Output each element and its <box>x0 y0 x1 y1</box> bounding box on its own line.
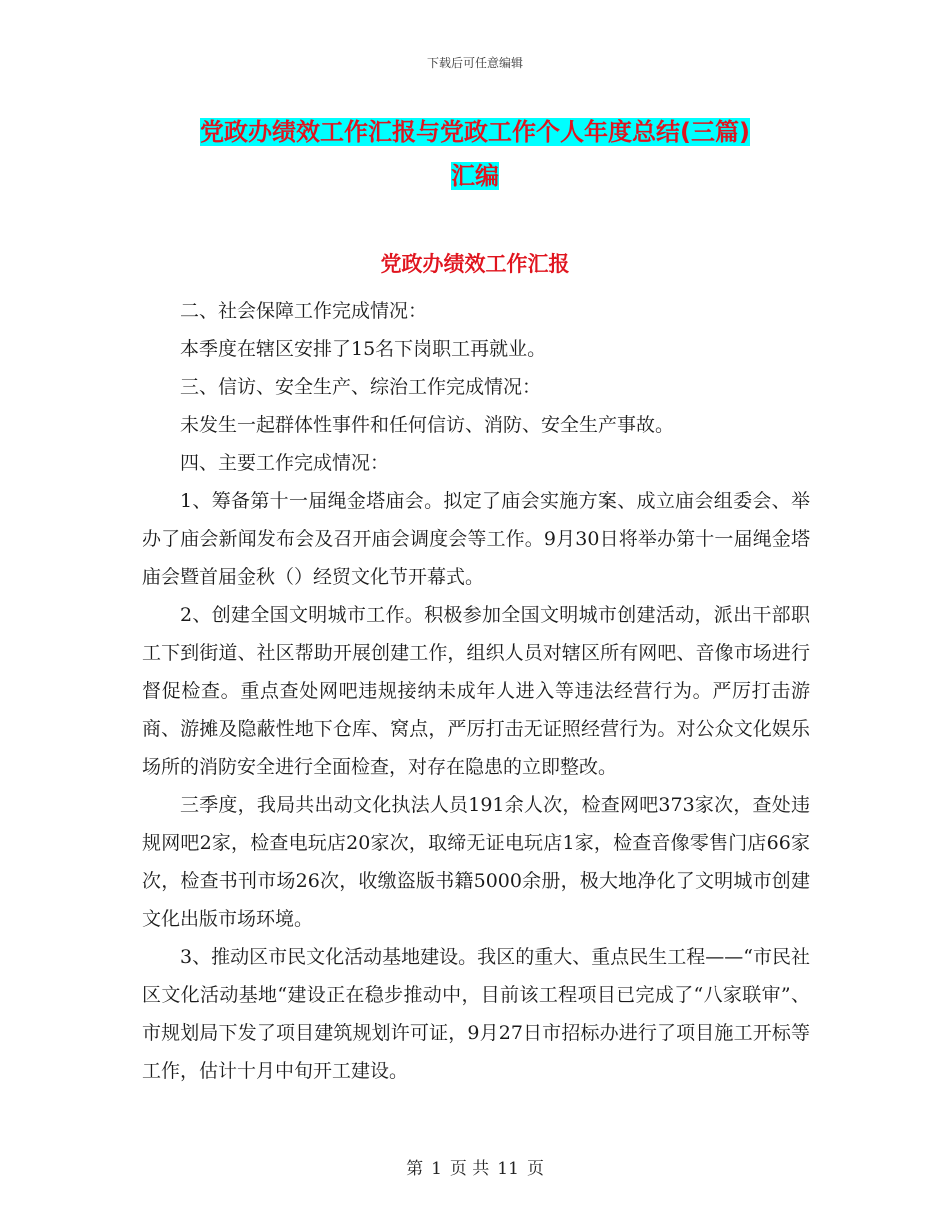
page-footer <box>0 1154 950 1179</box>
page-number: 1 <box>431 1159 442 1179</box>
footer-suffix: 页 <box>526 1159 544 1179</box>
paragraph: 三季度，我局共出动文化执法人员191余人次，检查网吧373家次，查处违规网吧2家，检查电玩店20家次，取缔无证电玩店1家，检查音像零售门店66家次，检查书刊市场26次，收缴盗版书籍5000余册，极大地净化了文明城市创建文化出版市场环境。 <box>142 794 810 930</box>
footer-mid: 页 共 <box>449 1159 490 1179</box>
document-title <box>120 110 830 198</box>
paragraph: 1、筹备第十一届绳金塔庙会。拟定了庙会实施方案、成立庙会组委会、举办了庙会新闻发布会及召开庙会调度会等工作。9月30日将举办第十一届绳金塔庙会暨首届金秋（）经贸文化节开幕式。 <box>142 490 810 588</box>
paragraph: 3、推动区市民文化活动基地建设。我区的重大、重点民生工程——“市民社区文化活动基地“建设正在稳步推动中，目前该工程项目已完成了“八家联审”、市规划局下发了项目建筑规划许可证，9月27日市招标办进行了项目施工开标等工作，估计十月中旬开工建设。 <box>142 946 810 1082</box>
document-title-line-1: 党政办绩效工作汇报与党政工作个人年度总结(三篇) <box>200 118 750 146</box>
paragraph: 2、创建全国文明城市工作。积极参加全国文明城市创建活动，派出干部职工下到街道、社区帮助开展创建工作，组织人员对辖区所有网吧、音像市场进行督促检查。重点查处网吧违规接纳未成年人进入等违法经营行为。严厉打击游商、游摊及隐蔽性地下仓库、窝点，严厉打击无证照经营行为。对公众文化娱乐场所的消防安全进行全面检查，对存在隐患的立即整改。 <box>142 604 810 778</box>
document-body <box>142 292 810 1090</box>
total-pages: 11 <box>497 1159 519 1179</box>
paragraph: 二、社会保障工作完成情况： <box>180 300 428 322</box>
section-title: 党政办绩效工作汇报 <box>380 252 570 276</box>
paragraph: 四、主要工作完成情况： <box>180 452 390 474</box>
header-note: 下载后可任意编辑 <box>426 56 523 70</box>
footer-prefix: 第 <box>406 1159 424 1179</box>
paragraph: 未发生一起群体性事件和任何信访、消防、安全生产事故。 <box>180 414 675 436</box>
document-title-line-2: 汇编 <box>451 162 499 190</box>
paragraph: 本季度在辖区安排了15名下岗职工再就业。 <box>180 338 547 360</box>
paragraph: 三、信访、安全生产、综治工作完成情况： <box>180 376 542 398</box>
